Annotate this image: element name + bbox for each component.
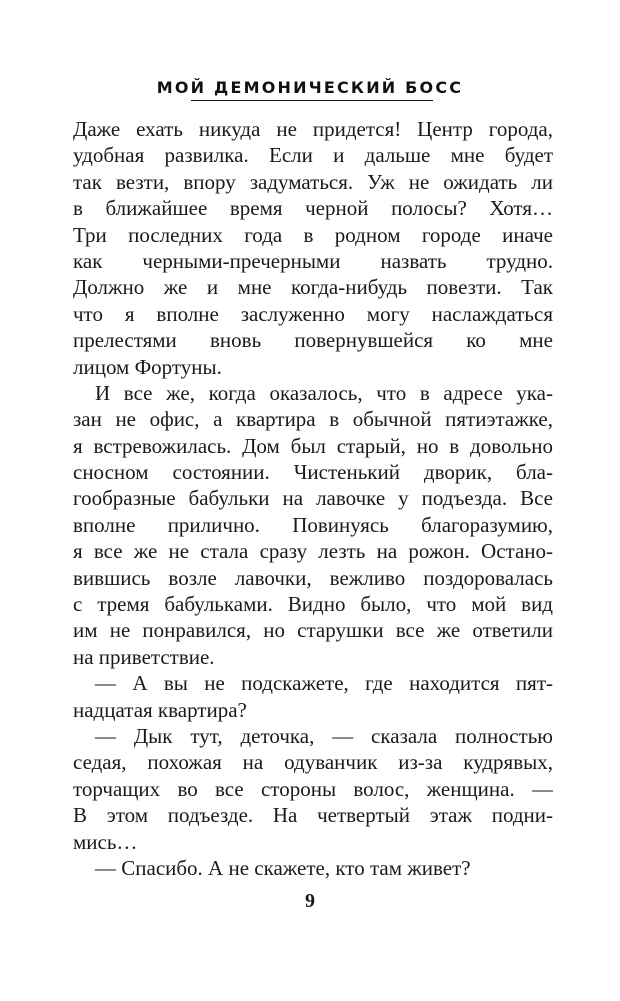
text-line: Должно же и мне когда-нибудь повезти. Так <box>73 275 553 300</box>
paragraph-3 <box>73 670 553 723</box>
text-line: лицом Фортуны. <box>73 354 222 379</box>
text-line: я встревожилась. Дом был старый, но в довольно <box>73 433 553 458</box>
text-line: надцатая квартира? <box>73 697 247 722</box>
text-line: что я вполне заслуженно могу наслаждаться <box>73 301 553 326</box>
body-text <box>73 116 553 881</box>
paragraph-5 <box>73 855 553 881</box>
text-line: я все же не стала сразу лезть на рожон. Остано- <box>73 539 553 564</box>
text-line: торчащих во все стороны волос, женщина. — <box>73 776 553 801</box>
text-line: — Дык тут, деточка, — сказала полностью <box>95 723 553 748</box>
text-line: И все же, когда оказалось, что в адресе ука- <box>95 380 553 405</box>
paragraph-2 <box>73 380 553 670</box>
text-line: зан не офис, а квартира в обычной пятиэтажке, <box>73 407 553 432</box>
text-line: гообразные бабульки на лавочке у подъезда. Все <box>73 486 553 511</box>
text-line: вившись возле лавочки, вежливо поздоровалась <box>73 565 553 590</box>
paragraph-1 <box>73 116 553 380</box>
running-head-underline <box>191 100 433 102</box>
running-head-title-wrap <box>157 77 463 99</box>
paragraph-4 <box>73 723 553 855</box>
text-line: Три последних года в родном городе иначе <box>73 222 553 247</box>
text-line: — Спасибо. А не скажете, кто там живет? <box>95 855 471 880</box>
text-line: с тремя бабульками. Видно было, что мой вид <box>73 592 553 617</box>
text-line: прелестями вновь повернувшейся ко мне <box>73 328 553 353</box>
text-line: В этом подъезде. На четвертый этаж подни- <box>73 803 553 828</box>
text-line: как черными-пречерными назвать трудно. <box>73 248 553 273</box>
text-line: вполне прилично. Повинуясь благоразумию, <box>73 512 553 537</box>
text-line: удобная развилка. Если и дальше мне будет <box>73 143 553 168</box>
text-line: сносном состоянии. Чистенький дворик, бла- <box>73 460 553 485</box>
text-line: так везти, впору задуматься. Уж не ожидать ли <box>73 169 553 194</box>
text-line: седая, похожая на одуванчик из-за кудрявых, <box>73 750 553 775</box>
running-head-title: МОЙ ДЕМОНИЧЕСКИЙ БОСС <box>156 78 464 97</box>
text-line: Даже ехать никуда не придется! Центр города, <box>73 117 553 141</box>
text-line: им не понравился, но старушки все же ответили <box>73 618 553 643</box>
page-number: 9 <box>305 890 315 912</box>
text-line: в ближайшее время черной полосы? Хотя… <box>73 196 553 221</box>
text-line: мись… <box>73 829 138 854</box>
text-line: на приветствие. <box>73 644 215 669</box>
running-head <box>0 77 620 99</box>
text-line: — А вы не подскажете, где находится пят- <box>95 671 553 696</box>
